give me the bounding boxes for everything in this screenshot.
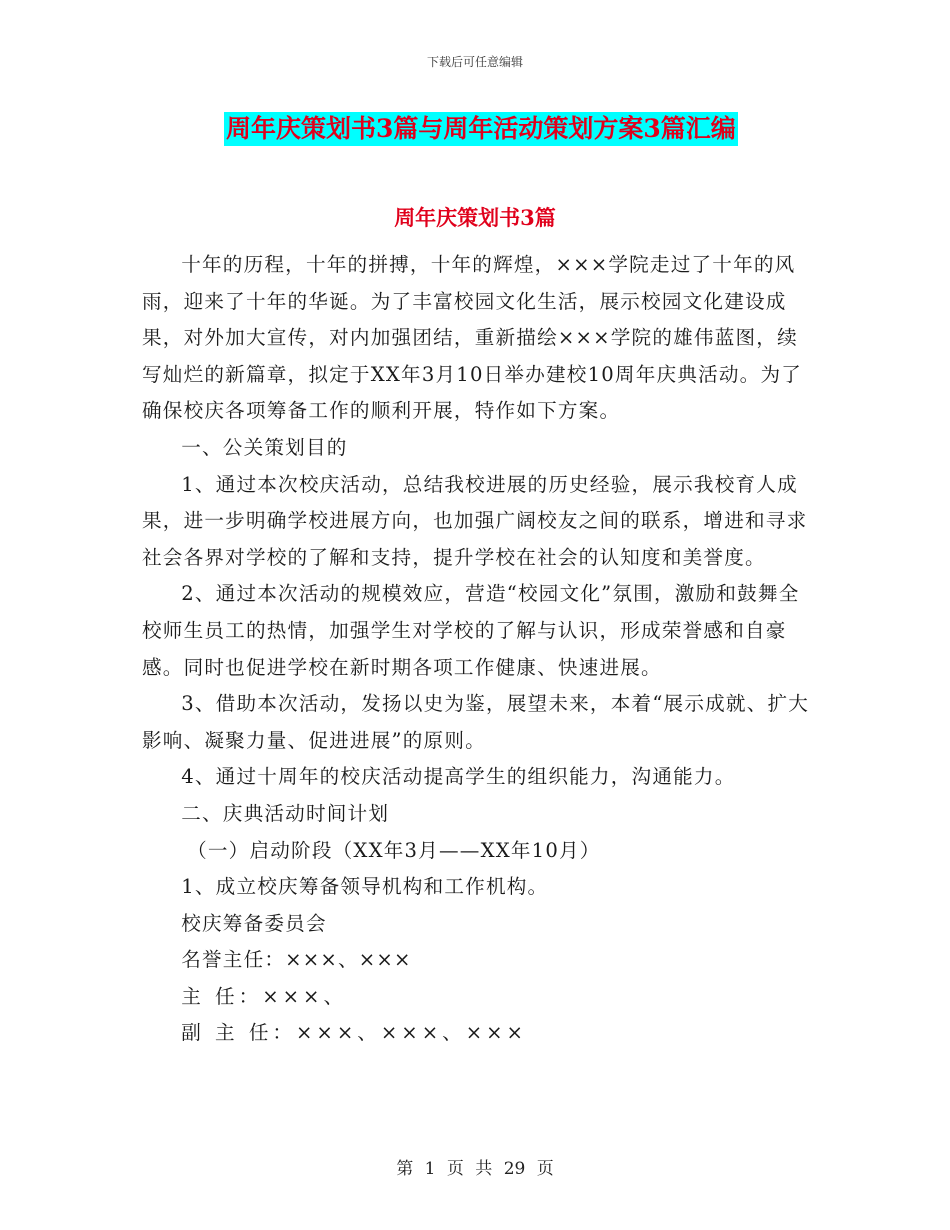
purpose-item-4: 4、通过十周年的校庆活动提高学生的组织能力，沟通能力。 [181,765,736,789]
schedule-item-1: 1、成立校庆筹备领导机构和工作机构。 [181,875,549,899]
purpose-item-3: 3、借助本次活动，发扬以史为鉴，展望未来，本着“展示成就、扩大影响、凝聚力量、促进进展”的原则。 [142,692,810,752]
document-body [142,247,810,1052]
section-title: 周年庆策划书3篇 [394,205,556,230]
heading-purpose: 一、公关策划目的 [181,435,348,459]
header-note: 下载后可任意编辑 [426,55,523,69]
deputy-director: 副 主 任：×××、×××、××× [181,1021,527,1045]
heading-schedule: 二、庆典活动时间计划 [181,801,390,825]
purpose-item-1: 1、通过本次校庆活动，总结我校进展的历史经验，展示我校育人成果，进一步明确学校进展方向，也加强广阔校友之间的联系，增进和寻求社会各界对学校的了解和支持，提升学校在社会的认知度和美誉度。 [142,472,808,569]
committee-name: 校庆筹备委员会 [181,911,327,935]
phase-heading: （一）启动阶段（XX年3月——XX年10月） [187,838,601,862]
intro-paragraph: 十年的历程，十年的拼搏，十年的辉煌，×××学院走过了十年的风雨，迎来了十年的华诞。为了丰富校园文化生活，展示校园文化建设成果，对外加大宣传，对内加强团结，重新描绘×××学院的雄伟蓝图，续写灿烂的新篇章，拟定于XX年3月10日举办建校10周年庆典活动。为了确保校庆各项筹备工作的顺利开展，特作如下方案。 [142,253,803,423]
document-title: 周年庆策划书3篇与周年活动策划方案3篇汇编 [224,112,738,146]
honorary-director: 名誉主任：×××、××× [181,948,412,972]
director: 主 任：×××、 [181,984,348,1008]
purpose-item-2: 2、通过本次活动的规模效应，营造“校园文化”氛围，激励和鼓舞全校师生员工的热情，加强学生对学校的了解与认识，形成荣誉感和自豪感。同时也促进学校在新时期各项工作健康、快速进展。 [142,582,800,679]
page-footer: 第 1 页 共 29 页 [396,1159,554,1179]
